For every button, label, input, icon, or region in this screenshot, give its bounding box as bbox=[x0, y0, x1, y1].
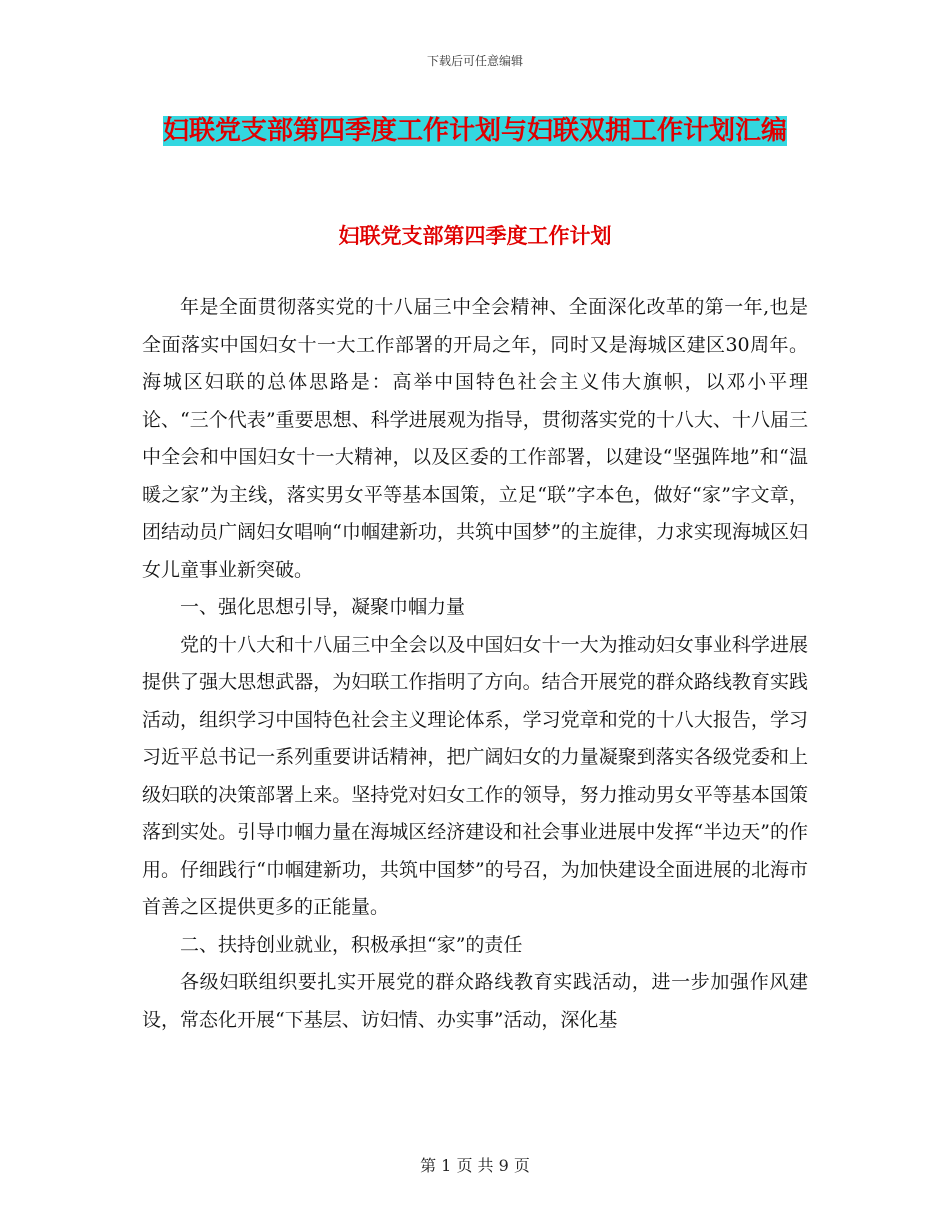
page-number: 第 1 页 共 9 页 bbox=[420, 1156, 530, 1175]
document-title bbox=[142, 106, 808, 156]
section-heading: 二、扶持创业就业，积极承担“家”的责任 bbox=[180, 933, 523, 956]
section-title: 妇联党支部第四季度工作计划 bbox=[338, 224, 612, 248]
document-title-text: 妇联党支部第四季度工作计划与妇联双拥工作计划汇编 bbox=[162, 116, 787, 146]
body-paragraph: 年是全面贯彻落实党的十八届三中全会精神、全面深化改革的第一年,也是全面落实中国妇女十一大工作部署的开局之年，同时又是海城区建区30周年。海城区妇联的总体思路是：高举中国特色社会主义伟大旗帜，以邓小平理论、“三个代表”重要思想、科学进展观为指导，贯彻落实党的十八大、十八届三中全会和中国妇女十一大精神，以及区委的工作部署，以建设“坚强阵地”和“温暖之家”为主线，落实男女平等基本国策，立足“联”字本色，做好“家”字文章，团结动员广阔妇女唱响“巾帼建新功，共筑中国梦”的主旋律，力求实现海城区妇女儿童事业新突破。 bbox=[142, 296, 808, 581]
body-paragraph: 党的十八大和十八届三中全会以及中国妇女十一大为推动妇女事业科学进展提供了强大思想武器，为妇联工作指明了方向。结合开展党的群众路线教育实践活动，组织学习中国特色社会主义理论体系，学习党章和党的十八大报告，学习习近平总书记一系列重要讲话精神，把广阔妇女的力量凝聚到落实各级党委和上级妇联的决策部署上来。坚持党对妇女工作的领导，努力推动男女平等基本国策落到实处。引导巾帼力量在海城区经济建设和社会事业进展中发挥“半边天”的作用。仔细践行“巾帼建新功，共筑中国梦”的号召，为加快建设全面进展的北海市首善之区提供更多的正能量。 bbox=[142, 633, 808, 918]
body-paragraph: 各级妇联组织要扎实开展党的群众路线教育实践活动，进一步加强作风建设，常态化开展“下基层、访妇情、办实事”活动，深化基 bbox=[142, 971, 808, 1031]
document-body bbox=[142, 289, 808, 1039]
page-header-note: 下载后可任意编辑 bbox=[426, 54, 523, 68]
section-heading: 一、强化思想引导，凝聚巾帼力量 bbox=[180, 596, 466, 618]
